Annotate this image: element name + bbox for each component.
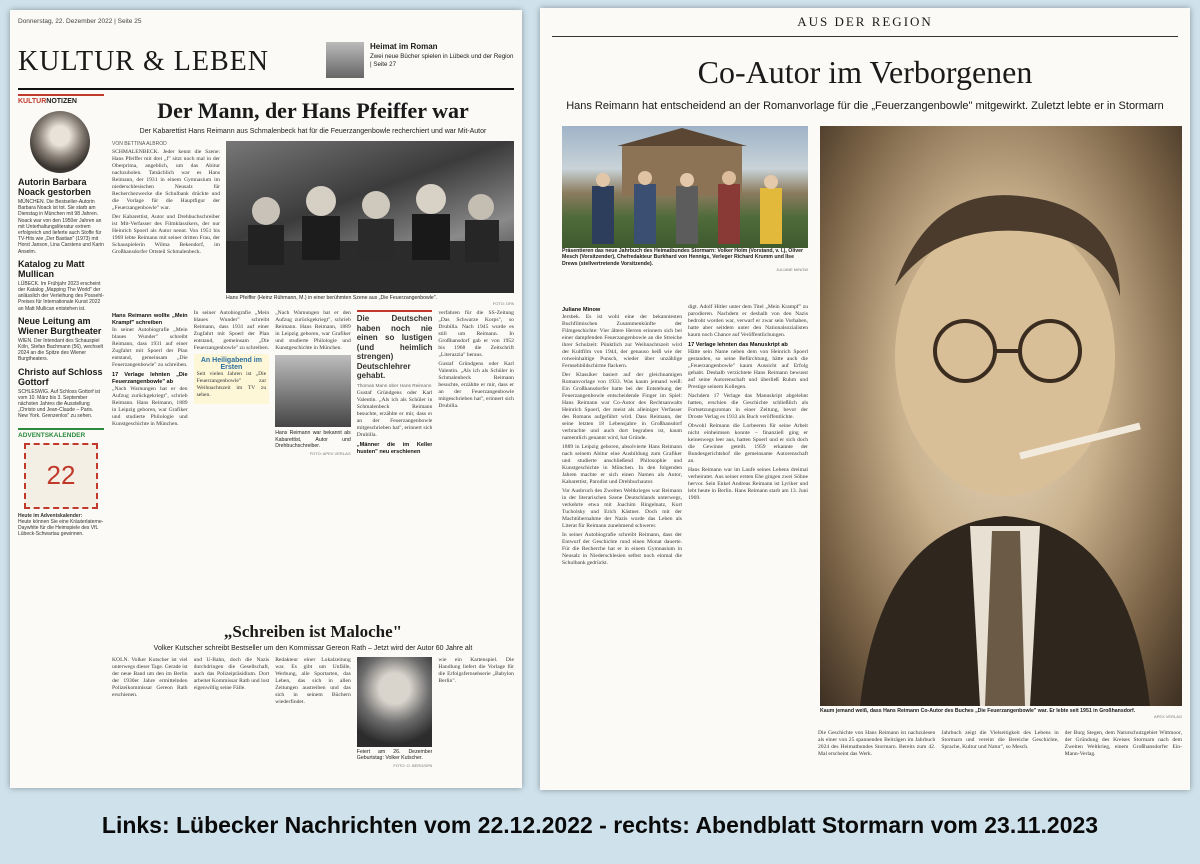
article-column: Jahrbuch zeigt die Vielseitigkeit des Lebens in Stormarn und vereint die Bereiche Geschichte, Sprache, Kultur und Natur", so Mesch.	[941, 730, 1059, 750]
article-column: SCHMALENBECK. Jeder kennt die Szene: Hans Pfeiffer mit drei „f" sitzt noch mal in der Oberprima, angeblich, um das Abitur nachzuholen. Tatsächlich war es Hans Reimann, der 1931 in einem Gymnasium im niederschlesischen Neusalz für Recherchezwecke die Schulbank drückte und die Vorlage für die Hauptfigur der „Feuerzangenbowle" war. Der Kabarettist, Autor und Drehbuchschreiber ist Mit-Verfasser des Filmklassikers, der nur Heinrich Spoerl als Autor nennt. Von 1951 bis 1969 lebte Reimann mit seiner dritten Frau, der Schauspielerin Wilma Bekendorf, im Großhansdorfer Ortsteil Schmalenbeck.	[112, 149, 220, 255]
teaser-photo	[326, 42, 364, 78]
kutscher-photo	[357, 657, 433, 747]
quote-box: Die Deutschen haben noch nie einen so lustigen (und heimlich strengen) Deutschlehrer gehabt. Thomas Mann über Hans Reimann	[357, 310, 433, 390]
author-portrait-photo	[30, 111, 90, 173]
info-box: An Heiligabend im Ersten Seit vielen Jahren ist „Die Feuerzangenbowle" zur Weihnachtszeit im TV zu sehen.	[194, 354, 270, 404]
byline: VON BETTINA ALBROD	[112, 141, 167, 147]
article-column: „Nach Warnungen hat er den Aufzug zurückgekriegt", schrieb Reimann. Hans Reimann, 1889 in Leipzig geboren, war Grafiker und studierte Philologie und Kunstgeschichte in München. Hans Reimann war bekannt als Kabarettist, Autor und Drehbuchschreiber. FOTO: APEX VERLAG	[275, 310, 351, 456]
advent-calendar-box: ADVENTSKALENDER 22 Heute im Adventskalender: Heute können Sie eine Kräuterlaterne-Daywhite für die Heimspiele des VfL Lübeck-Schwartau gewinnen.	[18, 428, 104, 538]
article-subheadline: Hans Reimann hat entscheidend an der Romanvorlage für die „Feuerzangenbowle" mitgewirkt. Zuletzt lebte er in Stormarn	[566, 100, 1164, 112]
page-date: Donnerstag, 22. Dezember 2022 | Seite 25	[18, 18, 142, 25]
article-subheadline: Volker Kutscher schreibt Bestseller um den Kommissar Gereon Rath – Jetzt wird der Autor 60 Jahre alt	[153, 645, 473, 652]
section-rule	[552, 36, 1178, 37]
teaser-text: Zwei neue Bücher spielen in Lübeck und der Region | Seite 27	[370, 53, 514, 68]
article-headline: Der Mann, der Hans Pfeiffer war	[157, 98, 469, 123]
sidebar-item: Katalog zu Matt Mullican LÜBECK. Im Frühjahr 2023 erscheint der Katalog „Mapping The World" der anlässlich der Verleihung des Possehl-Preises für Internationale Kunst 2022 an Matt Mullican entstehen ist.	[18, 258, 104, 312]
article-column: Die Deutschen haben noch nie einen so lustigen (und heimlich strengen) Deutschlehrer gehabt. Thomas Mann über Hans Reimann Gustaf Gründgens oder Karl Valentin. „Als ich als Schüler in Schmalenbeck Reimann besuchte, erzählte er mir, dass er an der Feuerzangenbowle mitgeschrieben hat", erinnert sich Drubilla. „Männer die im Keller husten" neu erschienen	[357, 310, 433, 548]
article-column: Hans Reimann wollte „Mein Krampf" schreiben In seiner Autobiografie „Mein blaues Wunder" schreibt Reimann, dass 1931 auf einer Zugfahrt mit Spoerl der Plan entstand, gemeinsam „Die Feuerzangenbowle" zu schreiben. 17 Verlage lehnten „Die Feuerzangenbowle" ab „Nach Warnungen hat er den Aufzug zurückgekriegt", schrieb Reimann. Hans Reimann, 1889 in Leipzig geboren, war Grafiker und studierte Philologie und Kunstgeschichte in München.	[112, 313, 188, 428]
article-body-left	[562, 304, 808, 704]
advent-door-graphic: 22	[24, 443, 98, 509]
sidebar-header: KULTURNOTIZEN	[18, 94, 104, 105]
article-column: wie ein Kartenspiel. Die Handlung liefert die Vorlage für die Erfolgsfernsehserie „Babylon Berlin".	[438, 657, 514, 684]
sidebar-item: Autorin Barbara Noack gestorben MÜNCHEN. Die Bestseller-Autorin Barbara Noack ist tot. Sie starb am Dienstag in München mit 98 Jahren. Noack war von den 1950er Jahren an mit Unterhaltungsliteratur extrem erfolgreich und lieferte auch Stoffe für TV-Hits wie „Der Bastian" (1973) mit Horst Janson, Lina Carstens und Karin Anselm.	[18, 177, 104, 255]
article-headline: Co-Autor im Verborgenen	[697, 54, 1033, 90]
article-body-bottom	[818, 730, 1182, 784]
article-column: und U-Bahn, doch die Nazis durchdringen die Gesellschaft, auch das Polizeipräsidium. Dort arbeitet Kommissar Rath und lost eigenwillig seine Fälle.	[193, 657, 270, 691]
article-subheadline: Der Kabarettist Hans Reimann aus Schmalenbeck hat für die Feuerzangenbowle recherchiert und war Mit-Autor	[139, 128, 487, 135]
photo-caption: Hans Pfeiffer (Heinz Rühmann, M.) in einer berühmten Szene aus „Die Feuerzangenbowle".	[226, 295, 438, 301]
reimann-portrait-photo	[820, 126, 1182, 706]
section-title: KULTUR & LEBEN	[18, 46, 269, 77]
article-column: verfahren für die SS-Zeitung „Das Schwarze Korps", so Drubilla. Nach 1945 wurde es still um Reimann. In Großhansdorf gab er von 1952 bis 1968 die Zeitschrift „Literazzia" heraus. Gustaf Gründgens oder Karl Valentin. „Als ich als Schüler in Schmalenbeck Reimann besuchte, erzählte er mir, dass er an der Feuerzangenbowle mitgeschrieben hat", erinnert sich Drubilla.	[438, 310, 514, 410]
group-photo	[562, 126, 808, 248]
article-column: KÖLN. Volker Kutscher ist viel unterwegs dieser Tage. Gerade ist der neue Band um den im Berlin der 1930er Jahre ermittelnden Polizeikommissar Gereon Rath erschienen.	[112, 657, 188, 698]
article-column: der Burg Stegen, dem Naturschutzgebiet Wittmoor, der Gründung des Kreises Stormarn nach dem Zweiten Weltkrieg, einem Großhansdorfer Ein-Mann-Verlag.	[1064, 730, 1182, 757]
article-column: Juliane Minow Jersbek. Es ist wohl eine der bekanntesten Buchfilmischen Zusammenkünfte der Filmgeschichte: Vier ältere Herren erinnern sich bei einer dampfenden Feuerzangenbowle an die Streiche ihrer Schulzeit: Pünktlich zur Weihnachtszeit wird der Kultfilm von 1944, der genauso heiß wie der rotweinhaltige Punsch, wieder über unzählige Fernsehbildschirme flackern. Der Klassiker basiert auf der gleichnamigen Romanvorlage von 1933. Was kaum jemand weiß: Ein Großhansdorfer hatte bei der Entstehung der Feuerzangenbowle entscheidende Finger im Spiel: Hans Reimann war Co-Autor des Rechtsanwalts Heinrich Spoerl, der meist als alleiniger Verfasser des Romans aufgeführt wird. Dass Reimann, der seine letzten 18 Lebensjahre in Großhansdorf verbrachte und auch dort begraben ist, kaum namentlich genannt wird, hat Gründe. 1889 in Leipzig geboren, absolvierte Hans Reimann nach seinem Abitur eine Ausbildung zum Grafiker und studierte anschließend Philosophie und Kunstgeschichte in München. In den folgenden Jahren machte er sich einen Namen als Autor, Kabarettist, Parodist und Drehbuchautor. Vor Ausbruch des Zweiten Weltkrieges war Reimann in der literarischen Szene Deutschlands unterwegs, verkehrte etwa mit Joachim Ringelnatz, Kurt Tucholsky und Erich Kästner. Doch mit der Machtübernahme der Nazis wurde das Leben als Literat für Reimann zunehmend schwerer. In seiner Autobiografie schreibt Reimann, dass der Entwurf der Geschichte rund einen Monat dauerte. Für die Recherche hat er in einem Gymnasium in Neusalz in Niederschlesien selbst noch einmal die Schulbank gedrückt.	[562, 307, 682, 566]
teaser-title: Heimat im Roman	[370, 42, 438, 51]
teaser-box	[326, 38, 516, 82]
photo-credit: FOTO: DPA	[492, 301, 514, 307]
right-newspaper-page	[540, 8, 1190, 790]
article-column: digt. Adolf Hitler unter dem Titel „Mein Krampf" zu parodieren. Nachdem er deshalb von den Nazis bedroht worden war, verwarf er zwar sein Vorhaben, hatte aber seitdem unter den Nationalsozialisten kaum noch Chance auf Veröffentlichungen. 17 Verlage lehnten das Manuskript ab Hätte sein Name neben dem von Heinrich Spoerl gestanden, so seine Befürchtung, hätte auch die „Feuerzangenbowle" kaum Aussicht auf Erfolg gehabt. Deshalb verzichtete Hans Reimann bewusst auf seine Autorenschaft und überließ Ruhm und Prestige seinem Kollegen. Nachdem 17 Verlage das Manuskript abgelehnt hatten, erschien die Geschichte schließlich als Fortsetzungsroman in einer Zeitung, bevor der Droste Verlag es 1933 als Buch veröffentlichte. Obwohl Reimann die Lorbeeren für seine Arbeit nicht einheimsen konnte – finanziell ging er keineswegs leer aus, hatten Spoerl und er sich doch die Gewinne geteilt. 1959 erkannte der Bundesgerichtshof die gemeinsame Autorenschaft an. Hans Reimann war im Laufe seines Lebens dreimal verheiratet. Aus seiner ersten Ehe gingen zwei Söhne hervor. Sein Enkel Andreas Reimann ist Lyriker und lebt heute in Berlin. Hans Reimann starb am 13. Juni 1969.	[688, 304, 808, 501]
article-kutscher	[112, 622, 514, 788]
film-scene-photo	[226, 141, 514, 293]
source-caption: Links: Lübecker Nachrichten vom 22.12.2022 - rechts: Abendblatt Stormarn vom 23.11.2023	[101, 812, 1099, 838]
group-photo-caption: Präsentieren das neue Jahrbuch des Heimatbundes Stormarn: Volker Holm (Vorstand, v. l.), Oliver Mesch (Vorsitzender), Chefredakteur Burkhard von Hennigs, Verleger Richard Krumm und Ilse Drews (stellvertretende Vorsitzende). JULIANE MINOW	[562, 248, 808, 273]
article-headline: „Schreiben ist Maloche"	[223, 622, 403, 641]
reimann-portrait-photo	[275, 355, 351, 427]
left-newspaper-page	[10, 10, 522, 788]
sidebar-item: Neue Leitung am Wiener Burgtheater WIEN. Der Intendant des Schauspiel Köln, Stefan Bachmann (56), wechselt 2024 an die Spitze des Wiener Burgtheaters.	[18, 315, 104, 363]
article-hans-pfeiffer	[112, 94, 514, 548]
portrait-caption: Kaum jemand weiß, dass Hans Reimann Co-Autor des Buches „Die Feuerzangenbowle" war. Er lebte seit 1951 in Großhansdorf. APEX VERLAG	[820, 708, 1182, 720]
section-rule	[18, 88, 514, 90]
section-title: AUS DER REGION	[797, 14, 933, 29]
article-column: In seiner Autobiografie „Mein blaues Wunder" schreibt Reimann, dass 1931 auf einer Zugfahrt mit Spoerl der Plan entstand, gemeinsam „Die Feuerzangenbowle" zu schreiben. An Heiligabend im Ersten Seit vielen Jahren ist „Die Feuerzangenbowle" zur Weihnachtszeit im TV zu sehen.	[194, 310, 270, 548]
article-column: Feiert am 26. Dezember Geburtstag: Volker Kutscher. FOTO: O. BERG/DPA	[357, 657, 433, 788]
sidebar-column	[18, 94, 104, 780]
article-column: Die Geschichte von Hans Reimann ist nachzulesen als einer von 25 spannenden Beiträgen im Jahrbuch 2024 des Heimatbundes Stormarn. Bereits zum 42. Mal erscheint das Werk.	[818, 730, 936, 757]
article-column: Redakteur einer Lokalzeitung war. Es gibt um Unfälle, Werbung, alle Sportarten, das Leben, das sich in allen Zeitungen austreiben und das sich in seinem Büchern wiederfindet.	[275, 657, 351, 705]
sidebar-item: Christo auf Schloss Gottorf SCHLESWIG. Auf Schloss Gottorf ist vom 10. März bis 3. September nächsten Jahres die Ausstellung „Christo und Jean-Claude – Paris. New York. Grenzenlos" zu sehen.	[18, 366, 103, 420]
